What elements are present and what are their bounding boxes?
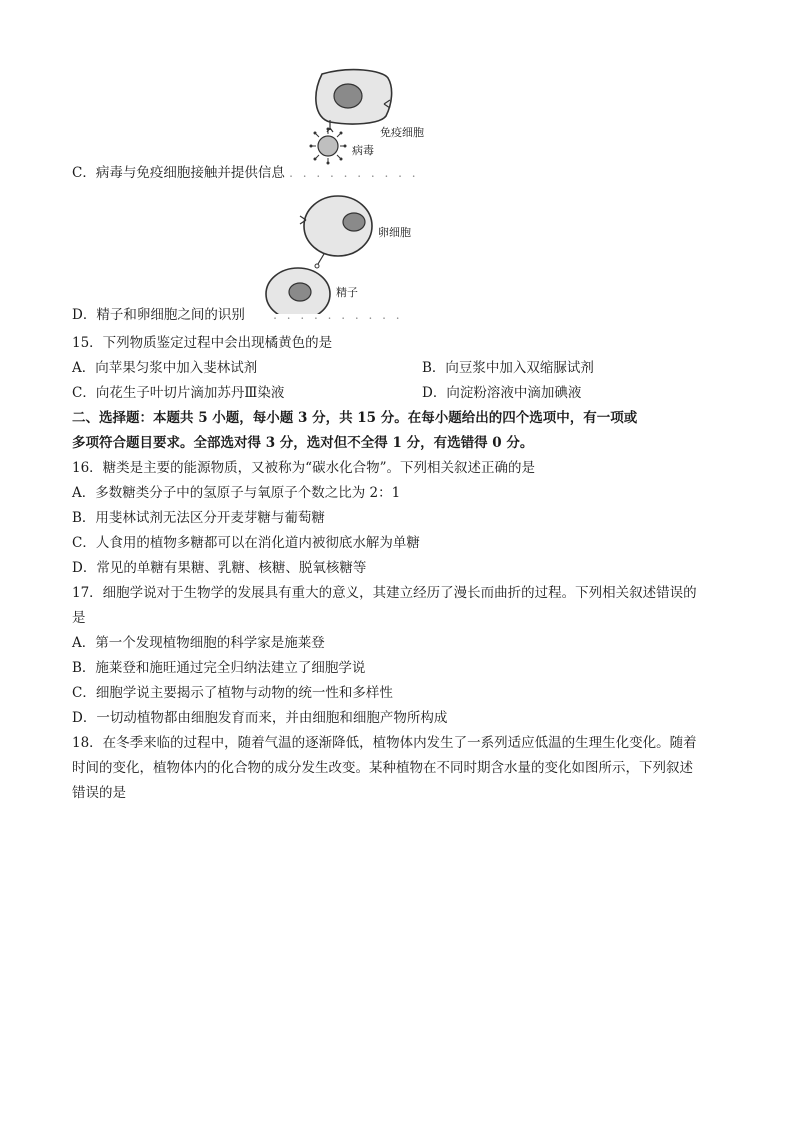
q15-option-a[interactable]: A．向苹果匀浆中加入斐林试剂	[72, 360, 258, 376]
sperm-label: 精子	[336, 286, 358, 299]
q15-option-b[interactable]: B．向豆浆中加入双缩脲试剂	[422, 360, 594, 376]
section2-header-line2: 多项符合题目要求。全部选对得 3 分，选对但不全得 1 分，有选错得 0 分。	[72, 435, 534, 451]
q17-option-b[interactable]: B．施莱登和施旺通过完全归纳法建立了细胞学说	[72, 660, 366, 676]
q16-option-c[interactable]: C．人食用的植物多糖都可以在消化道内被彻底水解为单糖	[72, 535, 420, 551]
q14-option-c[interactable]	[72, 164, 419, 182]
q18-stem-line3: 错误的是	[72, 785, 126, 801]
q14-option-c-dots: . . . . . . . . . .	[289, 166, 419, 180]
virus-particle	[310, 128, 347, 165]
q16-option-b[interactable]: B．用斐林试剂无法区分开麦芽糖与葡萄糖	[72, 510, 325, 526]
contact-link	[315, 254, 324, 268]
egg-cell	[300, 196, 372, 256]
q17-option-d[interactable]: D．一切动植物都由细胞发育而来，并由细胞和细胞产物所构成	[72, 710, 448, 726]
q16-stem: 16．糖类是主要的能源物质，又被称为“碳水化合物”。下列相关叙述正确的是	[72, 460, 535, 476]
q14-option-d-dots: . . . . . . . . . .	[273, 308, 403, 322]
q18-stem-line2: 时间的变化，植物体内的化合物的成分发生改变。某种植物在不同时期含水量的变化如图所示，下列叙述	[72, 760, 693, 776]
q17-stem-line2: 是	[72, 610, 86, 626]
q16-option-a[interactable]: A．多数糖类分子中的氢原子与氧原子个数之比为 2：1	[72, 485, 401, 501]
q15-row-ab	[72, 359, 722, 377]
q17-option-a[interactable]: A．第一个发现植物细胞的科学家是施莱登	[72, 635, 325, 651]
q17-option-c[interactable]: C．细胞学说主要揭示了植物与动物的统一性和多样性	[72, 685, 393, 701]
immune-cell-nucleus	[334, 84, 362, 108]
immune-cell-label: 免疫细胞	[380, 126, 424, 139]
q14-option-c-text: C．病毒与免疫细胞接触并提供信息	[72, 165, 285, 181]
virus-label: 病毒	[352, 144, 374, 157]
q18-stem-line1: 18．在冬季来临的过程中，随着气温的逐渐降低，植物体内发生了一系列适应低温的生理生化变化。随着	[72, 735, 697, 751]
egg-label: 卵细胞	[378, 226, 411, 239]
egg-sperm-figure	[262, 192, 432, 314]
q16-option-d[interactable]: D．常见的单糖有果糖、乳糖、核糖、脱氧核糖等	[72, 560, 367, 576]
immune-cell-figure	[300, 64, 430, 174]
q15-option-d[interactable]: D．向淀粉溶液中滴加碘液	[422, 385, 582, 401]
q15-stem: 15．下列物质鉴定过程中会出现橘黄色的是	[72, 335, 333, 351]
q17-stem-line1: 17．细胞学说对于生物学的发展具有重大的意义，其建立经历了漫长而曲折的过程。下列相关叙述错误的	[72, 585, 697, 601]
section2-header-line1: 二、选择题：本题共 5 小题，每小题 3 分，共 15 分。在每小题给出的四个选项中，有一项或	[72, 410, 638, 426]
q15-option-c[interactable]: C．向花生子叶切片滴加苏丹Ⅲ染液	[72, 385, 285, 401]
q14-option-d[interactable]	[72, 306, 403, 324]
q14-option-d-text: D．精子和卵细胞之间的识别	[72, 307, 245, 323]
q15-row-cd	[72, 384, 722, 402]
